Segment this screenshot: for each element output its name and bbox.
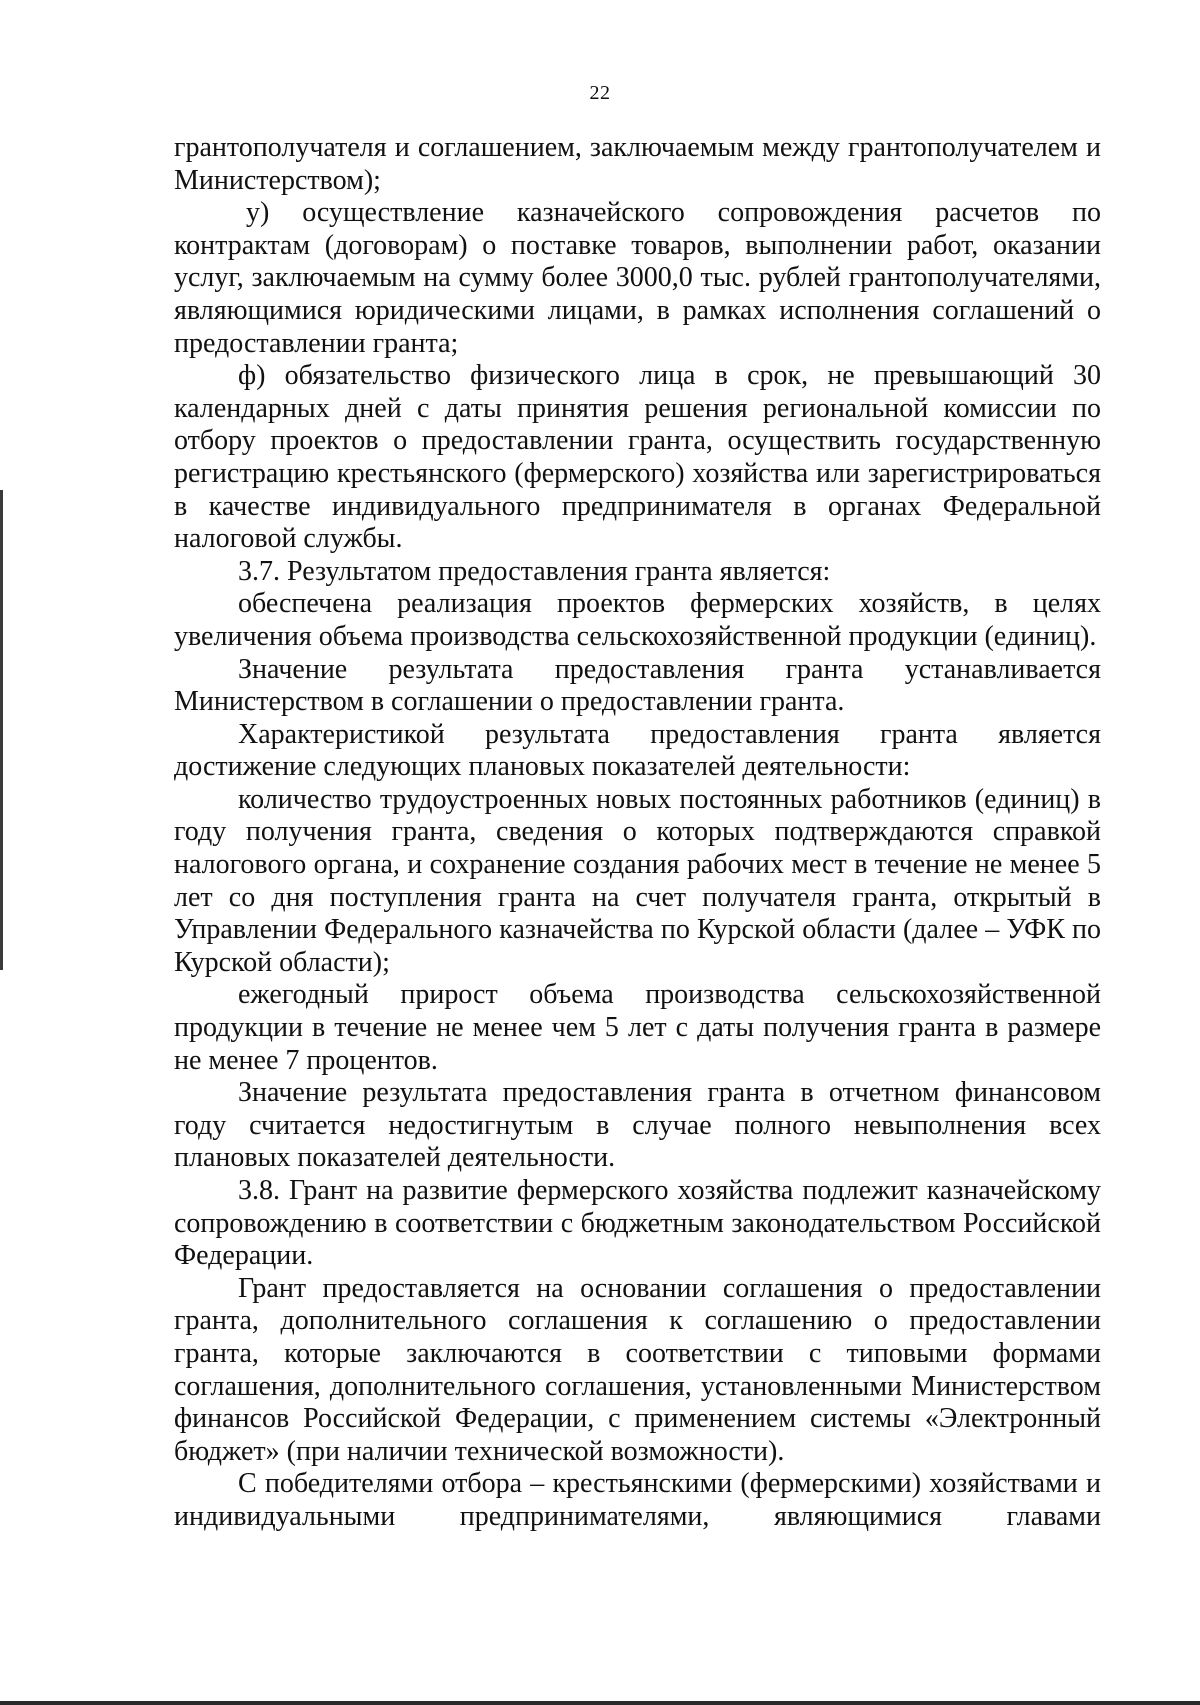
paragraph-result-value: Значение результата предоставления гранта устанавливается Министерством в соглашении о предоставлении гранта. (174, 653, 1101, 718)
scan-edge-left (0, 490, 3, 970)
document-body (174, 132, 1101, 1534)
paragraph-employees-indicator: количество трудоустроенных новых постоянных работников (единиц) в году получения гранта, сведения о которых подтверждаются справкой налогового органа, и сохранение создания рабочих мест в течение не менее 5 лет со дня поступления гранта на счет получателя гранта, открытый в Управлении Федерального казначейства по Курской области (далее – УФК по Курской области); (174, 783, 1101, 978)
page-number: 22 (589, 82, 611, 104)
paragraph-continuation: грантополучателя и соглашением, заключаемым между грантополучателем и Министерством); (174, 132, 1101, 196)
paragraph-agreement: Грант предоставляется на основании соглашения о предоставлении гранта, дополнительного соглашения к соглашению о предоставлении гранта, которые заключаются в соответствии с типовыми формами соглашения, дополнительного соглашения, установленными Министерством финансов Российской Федерации, с применением системы «Электронный бюджет» (при наличии технической возможности). (174, 1272, 1101, 1467)
paragraph-section-3-8: 3.8. Грант на развитие фермерского хозяйства подлежит казначейскому сопровождению в соответствии с бюджетным законодательством Российской Федерации. (174, 1175, 1101, 1272)
paragraph-result: обеспечена реализация проектов фермерских хозяйств, в целях увеличения объема производства сельскохозяйственной продукции (единиц). (174, 588, 1101, 652)
paragraph-growth-indicator: ежегодный прирост объема производства сельскохозяйственной продукции в течение не менее чем 5 лет с даты получения гранта в размере не менее 7 процентов. (174, 979, 1101, 1076)
paragraph-section-3-7: 3.7. Результатом предоставления гранта является: (238, 555, 831, 587)
paragraph-winners: С победителями отбора – крестьянскими (фермерскими) хозяйствами и индивидуальными предпринимателями, являющимися главами (174, 1468, 1101, 1532)
scan-edge-bottom (0, 1701, 1200, 1705)
paragraph-not-achieved: Значение результата предоставления гранта в отчетном финансовом году считается недостигнутым в случае полного невыполнения всех плановых показателей деятельности. (174, 1077, 1101, 1174)
paragraph-item-u: у) осуществление казначейского сопровождения расчетов по контрактам (договорам) о поставке товаров, выполнении работ, оказании услуг, заключаемым на сумму более 3000,0 тыс. рублей грантополучателями, являющимися юридическими лицами, в рамках исполнения соглашений о предоставлении гранта; (174, 197, 1101, 359)
paragraph-characteristic: Характеристикой результата предоставления гранта является достижение следующих плановых показателей деятельности: (174, 718, 1101, 783)
paragraph-item-f: ф) обязательство физического лица в срок, не превышающий 30 календарных дней с даты принятия решения региональной комиссии по отбору проектов о предоставлении гранта, осуществить государственную регистрацию крестьянского (фермерского) хозяйства или зарегистрироваться в качестве индивидуального предпринимателя в органах Федеральной налоговой службы. (174, 360, 1101, 555)
